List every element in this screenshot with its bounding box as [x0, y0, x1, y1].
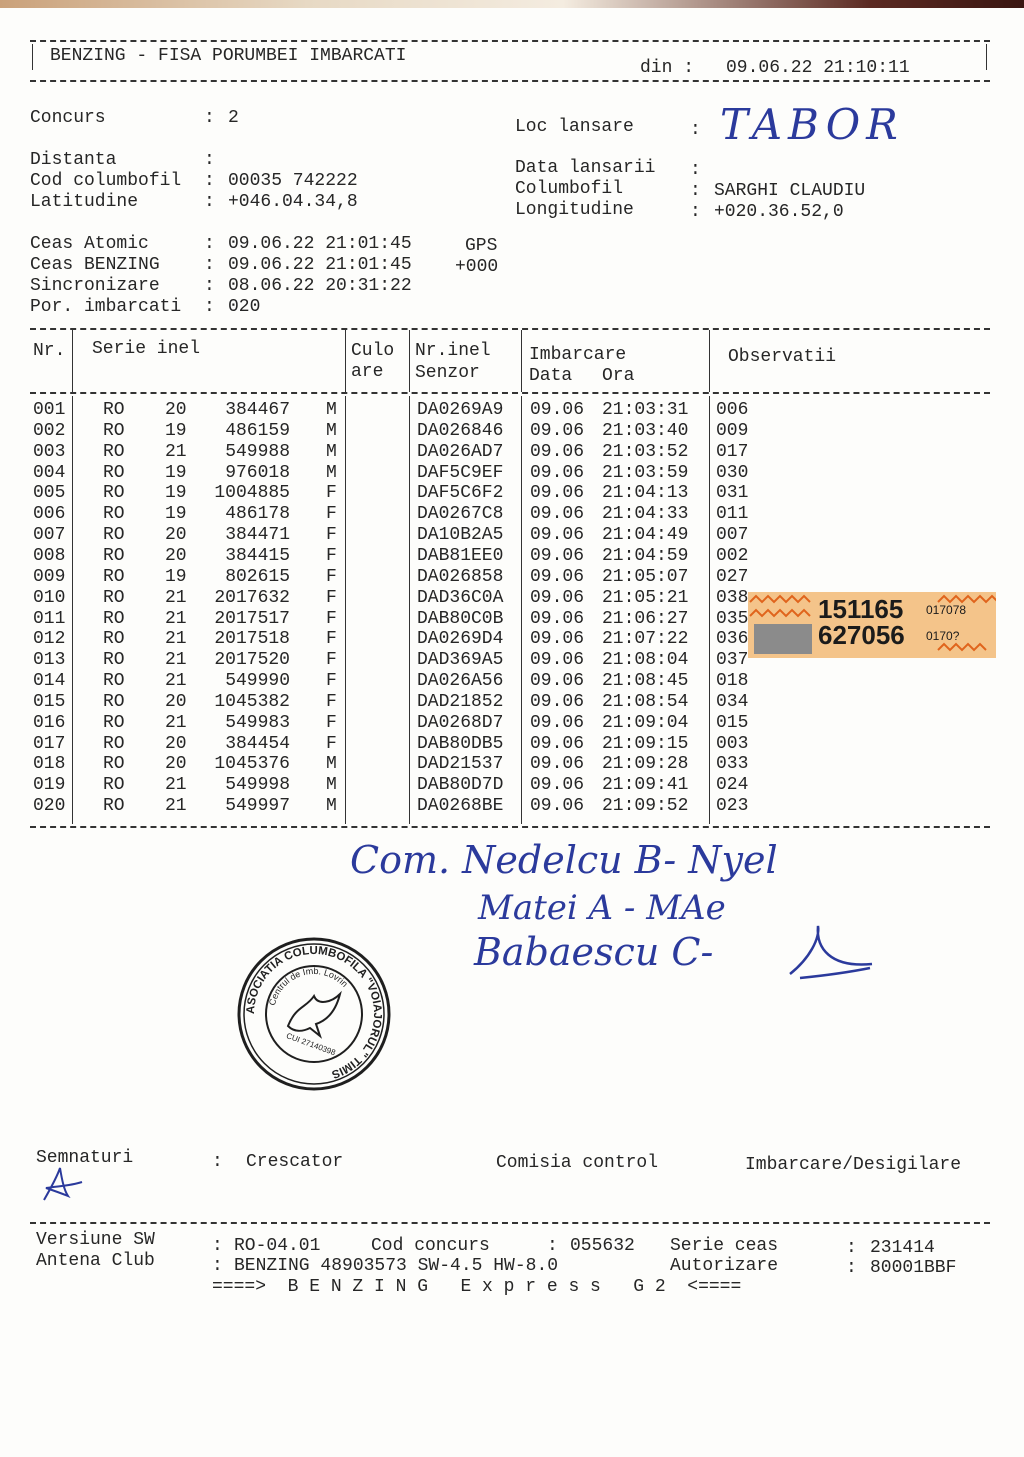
row-sensor: DA026A56	[417, 671, 504, 692]
row-sensor: DA0267C8	[417, 504, 504, 525]
row-year: 21	[165, 796, 187, 817]
row-sex: F	[326, 629, 337, 650]
row-date: 09.06	[530, 400, 585, 420]
table-row	[30, 504, 990, 525]
sincronizare-value: 08.06.22 20:31:22	[228, 276, 412, 296]
row-sensor: DA026858	[417, 566, 504, 587]
col-divider	[709, 330, 710, 392]
row-nr: 010	[33, 587, 66, 608]
row-observatii: 031	[716, 483, 749, 504]
por-imbarcati-label: Por. imbarcati	[30, 297, 182, 317]
colon: :	[204, 192, 215, 212]
row-ring-number: 1045376	[214, 754, 290, 775]
colon: :	[690, 181, 701, 201]
row-sensor: DAD369A5	[417, 650, 504, 671]
handwritten-commission-line-2: Matei A - MAe	[478, 888, 726, 928]
row-date: 09.06	[530, 587, 585, 608]
colon: :	[846, 1238, 857, 1258]
serie-ceas-label: Serie ceas	[670, 1236, 779, 1256]
latitudine-label: Latitudine	[30, 192, 139, 212]
row-date: 09.06	[530, 650, 585, 671]
colon: :	[212, 1236, 223, 1256]
row-ring-number: 384471	[225, 525, 290, 546]
serie-ceas-value: 231414	[870, 1238, 935, 1258]
autorizare-label: Autorizare	[670, 1256, 779, 1276]
row-sex: F	[326, 566, 337, 587]
colon: :	[204, 171, 215, 191]
row-time: 21:03:59	[602, 462, 689, 483]
row-sex: F	[326, 691, 337, 712]
row-time: 21:09:04	[602, 712, 689, 733]
antena-club-label: Antena Club	[36, 1251, 155, 1271]
header-din-label: din :	[640, 58, 695, 78]
row-sensor: DA026846	[417, 420, 504, 441]
colon: :	[690, 160, 701, 180]
row-date: 09.06	[530, 525, 585, 546]
row-date: 09.06	[530, 796, 585, 817]
row-sex: F	[326, 650, 337, 671]
row-country: RO	[103, 754, 125, 775]
row-year: 21	[165, 775, 187, 796]
table-row	[30, 400, 990, 421]
row-observatii: 024	[716, 775, 749, 796]
table-header-divider	[30, 392, 990, 394]
row-date: 09.06	[530, 608, 585, 629]
sincronizare-label: Sincronizare	[30, 276, 160, 296]
ceas-atomic-value: 09.06.22 21:01:45	[228, 234, 412, 254]
colon: :	[690, 202, 701, 222]
row-country: RO	[103, 545, 125, 566]
header-datetime: 09.06.22 21:10:11	[726, 58, 910, 78]
row-observatii: 009	[716, 420, 749, 441]
row-sensor: DAB80C0B	[417, 608, 504, 629]
row-year: 21	[165, 587, 187, 608]
sticker-grey-block	[754, 624, 812, 654]
ceas-benzing-value: 09.06.22 21:01:45	[228, 255, 412, 275]
row-sensor: DAD21537	[417, 754, 504, 775]
row-observatii: 035	[716, 608, 749, 629]
table-top-border	[30, 328, 990, 330]
row-ring-number: 2017632	[214, 587, 290, 608]
row-nr: 018	[33, 754, 66, 775]
header-bottom-border	[30, 80, 990, 82]
sticker-number-1: 151165	[818, 594, 904, 624]
row-time: 21:08:45	[602, 671, 689, 692]
dove-icon	[288, 994, 340, 1036]
header-serie-inel: Serie inel	[92, 339, 201, 359]
row-sensor: DAD21852	[417, 691, 504, 712]
row-year: 20	[165, 400, 187, 420]
data-lansarii-label: Data lansarii	[515, 158, 656, 178]
row-observatii: 017	[716, 441, 749, 462]
header-imbarcare: Imbarcare	[529, 345, 627, 365]
header-observatii: Observatii	[728, 347, 837, 367]
colon: :	[204, 108, 215, 128]
row-observatii: 015	[716, 712, 749, 733]
row-sex: M	[326, 754, 337, 775]
row-year: 20	[165, 525, 187, 546]
row-nr: 005	[33, 483, 66, 504]
table-row	[30, 734, 990, 755]
row-time: 21:03:31	[602, 400, 689, 420]
row-sex: M	[326, 462, 337, 483]
row-ring-number: 802615	[225, 566, 290, 587]
latitudine-value: +046.04.34,8	[228, 192, 358, 212]
loc-lansare-handwritten: TABOR	[720, 100, 904, 149]
row-ring-number: 549997	[225, 796, 290, 817]
columbofil-value: SARGHI CLAUDIU	[714, 181, 866, 201]
row-ring-number: 384415	[225, 545, 290, 566]
row-observatii: 023	[716, 796, 749, 817]
row-date: 09.06	[530, 483, 585, 504]
row-time: 21:04:49	[602, 525, 689, 546]
table-row	[30, 671, 990, 692]
row-observatii: 037	[716, 650, 749, 671]
row-time: 21:04:33	[602, 504, 689, 525]
colon: :	[846, 1258, 857, 1278]
row-observatii: 002	[716, 545, 749, 566]
row-date: 09.06	[530, 566, 585, 587]
commission-signature-mark	[780, 918, 880, 988]
row-ring-number: 1004885	[214, 483, 290, 504]
row-ring-number: 549988	[225, 441, 290, 462]
cod-concurs-label: Cod concurs	[371, 1236, 490, 1256]
row-time: 21:09:15	[602, 733, 689, 754]
row-year: 19	[165, 420, 187, 441]
table-row	[30, 754, 990, 775]
row-sex: F	[326, 671, 337, 692]
row-country: RO	[103, 691, 125, 712]
row-nr: 016	[33, 712, 66, 733]
row-observatii: 006	[716, 400, 749, 420]
row-country: RO	[103, 671, 125, 692]
por-imbarcati-value: 020	[228, 297, 261, 317]
row-time: 21:09:28	[602, 754, 689, 775]
loc-lansare-label: Loc lansare	[515, 117, 634, 137]
semnaturi-label: Semnaturi	[36, 1148, 134, 1168]
crescator-signature-mark	[38, 1166, 98, 1206]
row-country: RO	[103, 504, 125, 525]
row-sensor: DA10B2A5	[417, 525, 504, 546]
row-ring-number: 549983	[225, 712, 290, 733]
row-year: 19	[165, 566, 187, 587]
row-ring-number: 384454	[225, 733, 290, 754]
row-year: 20	[165, 733, 187, 754]
ceas-benzing-label: Ceas BENZING	[30, 255, 160, 275]
row-time: 21:04:59	[602, 545, 689, 566]
row-country: RO	[103, 462, 125, 483]
concurs-label: Concurs	[30, 108, 106, 128]
row-date: 09.06	[530, 691, 585, 712]
row-nr: 012	[33, 629, 66, 650]
row-observatii: 027	[716, 566, 749, 587]
row-ring-number: 549990	[225, 671, 290, 692]
row-year: 21	[165, 441, 187, 462]
row-ring-number: 976018	[225, 462, 290, 483]
row-nr: 013	[33, 650, 66, 671]
row-nr: 002	[33, 420, 66, 441]
colon: :	[204, 276, 215, 296]
row-date: 09.06	[530, 712, 585, 733]
row-nr: 011	[33, 608, 66, 629]
row-sex: M	[326, 796, 337, 817]
row-date: 09.06	[530, 671, 585, 692]
association-stamp	[236, 936, 392, 1092]
antena-club-value: BENZING 48903573 SW-4.5 HW-8.0	[234, 1256, 559, 1276]
row-country: RO	[103, 587, 125, 608]
row-country: RO	[103, 775, 125, 796]
header-nr-inel-1: Nr.inel	[415, 341, 491, 361]
cod-columbofil-label: Cod columbofil	[30, 171, 182, 191]
row-nr: 014	[33, 671, 66, 692]
table-row	[30, 567, 990, 588]
colon: :	[204, 297, 215, 317]
stamp-outer-text: ASOCIATIA COLUMBOFILA "VOIAJORUL" TIMIS	[244, 944, 384, 1081]
table-row	[30, 442, 990, 463]
row-ring-number: 2017518	[214, 629, 290, 650]
header-culoare-2: are	[351, 362, 384, 382]
longitudine-value: +020.36.52,0	[714, 202, 844, 222]
row-observatii: 036	[716, 629, 749, 650]
row-observatii: 033	[716, 754, 749, 775]
imbarcare-desigilare-label: Imbarcare/Desigilare	[745, 1155, 962, 1175]
stamp-inner-text: Centrul de Imb. Lovrin	[266, 965, 350, 1007]
row-year: 21	[165, 650, 187, 671]
header-right-border	[986, 44, 987, 70]
row-ring-number: 1045382	[214, 691, 290, 712]
versiune-sw-value: RO-04.01	[234, 1236, 321, 1256]
comisia-control-label: Comisia control	[496, 1153, 659, 1173]
row-time: 21:05:21	[602, 587, 689, 608]
row-country: RO	[103, 608, 125, 629]
colon: :	[204, 150, 215, 170]
longitudine-label: Longitudine	[515, 200, 634, 220]
row-sensor: DAB80D7D	[417, 775, 504, 796]
row-ring-number: 486178	[225, 504, 290, 525]
header-culoare-1: Culo	[351, 341, 395, 361]
row-observatii: 034	[716, 691, 749, 712]
footer-top-border	[30, 1222, 990, 1224]
row-sex: M	[326, 441, 337, 462]
sticker-small-1: 017078	[926, 603, 967, 617]
row-observatii: 003	[716, 733, 749, 754]
row-time: 21:06:27	[602, 608, 689, 629]
row-sex: M	[326, 775, 337, 796]
row-year: 21	[165, 608, 187, 629]
ceas-benzing-suffix: +000	[455, 257, 499, 277]
row-sex: M	[326, 400, 337, 420]
table-row	[30, 483, 990, 504]
versiune-sw-label: Versiune SW	[36, 1230, 155, 1250]
row-year: 21	[165, 629, 187, 650]
row-sex: F	[326, 545, 337, 566]
row-country: RO	[103, 629, 125, 650]
row-sex: F	[326, 608, 337, 629]
row-country: RO	[103, 441, 125, 462]
row-sensor: DA0268D7	[417, 712, 504, 733]
row-nr: 017	[33, 733, 66, 754]
colon: :	[204, 255, 215, 275]
row-country: RO	[103, 566, 125, 587]
row-sensor: DA0269A9	[417, 400, 504, 420]
table-row	[30, 546, 990, 567]
row-time: 21:07:22	[602, 629, 689, 650]
row-observatii: 007	[716, 525, 749, 546]
row-sex: F	[326, 587, 337, 608]
ceas-atomic-label: Ceas Atomic	[30, 234, 149, 254]
stamp-cui: CUI 27140398	[285, 1031, 337, 1058]
table-row	[30, 775, 990, 796]
row-ring-number: 2017517	[214, 608, 290, 629]
sticker-small-2: 0170?	[926, 629, 960, 643]
row-country: RO	[103, 525, 125, 546]
row-nr: 003	[33, 441, 66, 462]
table-row	[30, 713, 990, 734]
row-country: RO	[103, 420, 125, 441]
sticker-number-2: 627056	[818, 620, 905, 650]
row-sensor: DAB81EE0	[417, 545, 504, 566]
row-ring-number: 486159	[225, 420, 290, 441]
row-sensor: DA026AD7	[417, 441, 504, 462]
handwritten-commission-line-1: Com. Nedelcu B- Nyel	[350, 838, 778, 882]
col-divider	[72, 330, 73, 392]
header-nr: Nr.	[33, 341, 66, 361]
row-sensor: DAF5C6F2	[417, 483, 504, 504]
row-time: 21:08:04	[602, 650, 689, 671]
header-top-border	[30, 40, 990, 42]
row-sex: F	[326, 504, 337, 525]
row-observatii: 011	[716, 504, 749, 525]
autorizare-value: 80001BBF	[870, 1258, 957, 1278]
row-nr: 019	[33, 775, 66, 796]
header-ora: Ora	[602, 366, 635, 386]
colon: :	[212, 1256, 223, 1276]
row-time: 21:03:52	[602, 441, 689, 462]
row-nr: 015	[33, 691, 66, 712]
crescator-label: Crescator	[246, 1152, 344, 1172]
table-row	[30, 463, 990, 484]
row-country: RO	[103, 650, 125, 671]
colon: :	[547, 1236, 558, 1256]
row-sensor: DAF5C9EF	[417, 462, 504, 483]
row-nr: 007	[33, 525, 66, 546]
row-time: 21:09:41	[602, 775, 689, 796]
row-year: 19	[165, 462, 187, 483]
table-row	[30, 692, 990, 713]
row-sex: F	[326, 733, 337, 754]
row-nr: 020	[33, 796, 66, 817]
row-sensor: DA0268BE	[417, 796, 504, 817]
colon: :	[690, 120, 701, 140]
row-observatii: 018	[716, 671, 749, 692]
row-sensor: DAB80DB5	[417, 733, 504, 754]
row-sensor: DA0269D4	[417, 629, 504, 650]
row-year: 20	[165, 754, 187, 775]
row-sex: F	[326, 525, 337, 546]
row-ring-number: 549998	[225, 775, 290, 796]
row-sensor: DAD36C0A	[417, 587, 504, 608]
colon: :	[212, 1152, 223, 1172]
row-ring-number: 2017520	[214, 650, 290, 671]
cod-concurs-value: 055632	[570, 1236, 635, 1256]
row-time: 21:04:13	[602, 483, 689, 504]
row-year: 21	[165, 712, 187, 733]
table-bottom-border	[30, 826, 990, 828]
colon: :	[204, 234, 215, 254]
cod-columbofil-value: 00035 742222	[228, 171, 358, 191]
row-date: 09.06	[530, 545, 585, 566]
row-sex: F	[326, 483, 337, 504]
table-row	[30, 525, 990, 546]
barcode-sticker	[748, 592, 996, 658]
col-divider	[409, 330, 410, 392]
row-time: 21:08:54	[602, 691, 689, 712]
row-time: 21:05:07	[602, 566, 689, 587]
row-ring-number: 384467	[225, 400, 290, 420]
row-nr: 009	[33, 566, 66, 587]
row-year: 20	[165, 691, 187, 712]
col-divider	[521, 330, 522, 392]
row-observatii: 038	[716, 587, 749, 608]
distanta-label: Distanta	[30, 150, 117, 170]
columbofil-label: Columbofil	[515, 179, 624, 199]
row-nr: 006	[33, 504, 66, 525]
col-divider	[345, 330, 346, 392]
page-top-edge	[0, 0, 1024, 8]
row-date: 09.06	[530, 754, 585, 775]
ceas-atomic-suffix: GPS	[465, 236, 498, 256]
row-date: 09.06	[530, 420, 585, 441]
table-row	[30, 421, 990, 442]
row-country: RO	[103, 733, 125, 754]
row-nr: 008	[33, 545, 66, 566]
row-year: 19	[165, 483, 187, 504]
row-date: 09.06	[530, 775, 585, 796]
row-date: 09.06	[530, 462, 585, 483]
handwritten-commission-line-3: Babaescu C-	[474, 930, 714, 974]
row-country: RO	[103, 712, 125, 733]
benzing-express-banner: ====> B E N Z I N G E x p r e s s G 2 <====	[212, 1277, 742, 1297]
row-nr: 001	[33, 400, 66, 420]
row-time: 21:09:52	[602, 796, 689, 817]
document-title: BENZING - FISA PORUMBEI IMBARCATI	[50, 46, 407, 66]
row-date: 09.06	[530, 629, 585, 650]
row-country: RO	[103, 400, 125, 420]
row-sex: F	[326, 712, 337, 733]
header-data: Data	[529, 366, 573, 386]
row-time: 21:03:40	[602, 420, 689, 441]
row-sex: M	[326, 420, 337, 441]
row-date: 09.06	[530, 504, 585, 525]
row-date: 09.06	[530, 441, 585, 462]
row-year: 19	[165, 504, 187, 525]
row-nr: 004	[33, 462, 66, 483]
row-year: 20	[165, 545, 187, 566]
row-country: RO	[103, 483, 125, 504]
row-observatii: 030	[716, 462, 749, 483]
table-row	[30, 796, 990, 817]
row-country: RO	[103, 796, 125, 817]
concurs-value: 2	[228, 108, 239, 128]
header-nr-inel-2: Senzor	[415, 363, 480, 383]
row-date: 09.06	[530, 733, 585, 754]
row-year: 21	[165, 671, 187, 692]
header-left-border	[32, 44, 33, 70]
